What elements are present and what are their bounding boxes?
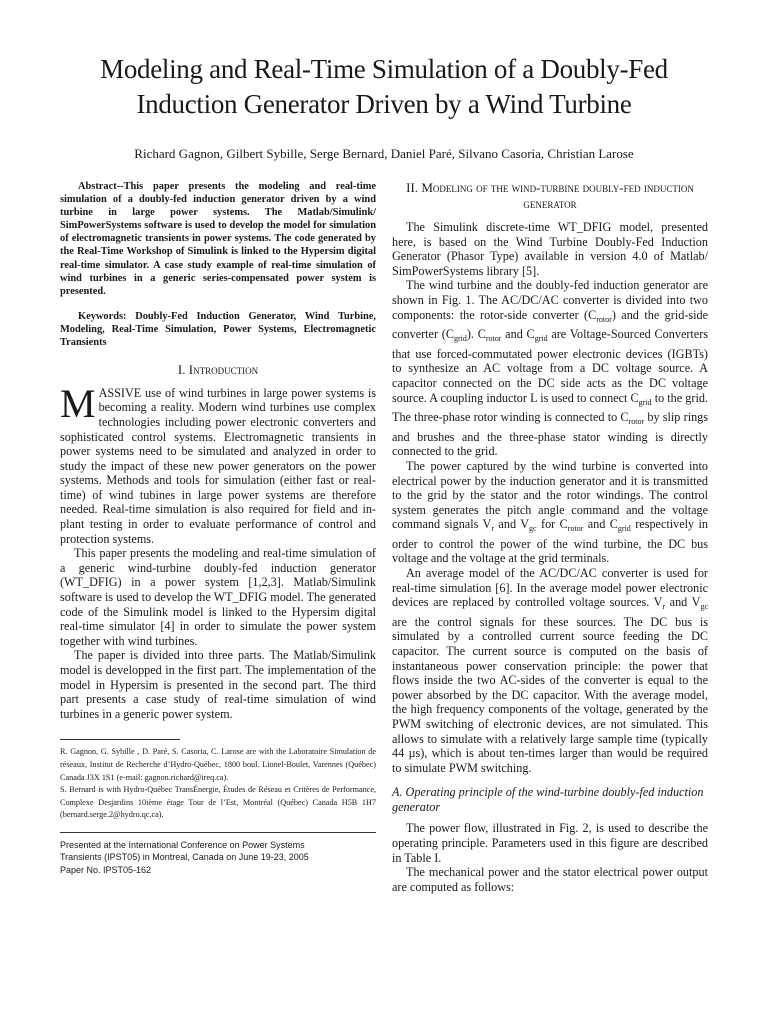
author-list: Richard Gagnon, Gilbert Sybille, Serge Bernard, Daniel Paré, Silvano Casoria, Christian Larose [134,146,634,161]
section-1-number: I. [177,362,189,378]
subscript: r [662,602,666,612]
conference-note-line-1: Presented at the International Conference on Power Systems [60,839,305,850]
section-2-paragraph-4 [392,566,708,775]
conference-note-line-3: Paper No. IPST05-162 [60,864,152,875]
subscript: grid [638,397,652,407]
title-line-1: Modeling and Real-Time Simulation of a Doubly-Fed [100,54,668,84]
subscript: rotor [485,334,502,344]
abstract: Abstract--This paper presents the modeling and real-time simulation of a doubly-fed induction generator driven by a wind turbine in large power systems. The Matlab/Simulink/ SimPowerSystems software is used to develop the model for simulation of electromagnetic transients in power systems. The code generated by the Real-Time Workshop of Simulink is linked to the Hypersim digital real-time simulator. A case study example of real-time simulation of wind turbines in a generic series-compensated power system is presented. [60,181,376,297]
text-run: ) and the grid-side converter (C [392,307,708,342]
subscript: r [491,524,495,534]
subscript: rotor [628,417,645,427]
section-2-paragraph-1: The Simulink discrete-time WT_DFIG model, presented here, is based on the Wind Turbine Doubly-Fed Induction Generator (Phasor Type) available in version 4.0 of Matlab/ SimPowerSystems library [5]. [392,220,708,278]
subscript: gc [529,524,537,534]
text-run: for C [536,517,568,532]
conference-note-line-2: Transients (IPST05) in Montreal, Canada on June 19-23, 2005 [60,852,309,863]
intro-paragraph-1-text: ASSIVE use of wind turbines in large power systems is becoming a reality. Modern wind turbines use complex technologies including power electronic converters and sophisticated control systems. Electromagnetic transients in power systems need to be simulated and analyzed in order to study the impact of these new power generators on the power systems. Methods and tools for simulation (either fast or real-time) of wind tubines in large power systems are therefore needed. Real-time simulation is also required for field and in-plant testing in order to evaluate performance of control and protection systems. [60,385,376,546]
subscript: grid [534,334,548,344]
text-run: An average model of the AC/DC/AC converter is used for real-time simulation [6]. In the average model power electronic devices are replaced by controlled voltage sources. V [392,566,708,610]
text-run: and V [665,595,701,610]
text-run: are the control signals for these sources. The DC bus is simulated by a controlled current source feeding the DC capacitor. The current source is computed on the basis of instantaneous power conservation principle: the power that flows inside the two AC-sides of the converter is equal to the power absorbed by the DC capacitor. With the average model, the high frequency components of the voltage, generated by the PWM switching of electronic devices, are not simulated. This allows to simulate with a relatively large sample time (typically 44 µs), which is about ten-times larger than would be required to simulate PWM switching. [392,614,708,775]
conference-note [60,839,376,877]
text-run: The power captured by the wind turbine is converted into electrical power by the induction generator and it is transmitted to the grid by the stator and the rotor windings. The control system generates the pitch angle command and the voltage command signals V [392,458,708,532]
conference-divider [60,832,376,833]
text-run: by slip rings and brushes and the three-phase stator winding is directly connected to the grid. [392,410,709,459]
left-column [60,180,376,876]
section-2-title-line-1: Modeling of the wind-turbine doubly-fed induction [421,180,694,195]
section-2-paragraph-3 [392,459,708,566]
subscript: rotor [596,314,612,324]
subscript: rotor [567,524,584,534]
text-run: are Voltage-Sourced Converters that use forced-commutated power electronic devices (IGBTs) to synthesize an AC voltage from a DC voltage source. A capacitor connected on the DC side acts as the DC voltage source. A coupling inductor L is used to connect C [392,327,709,405]
right-column [392,180,708,894]
subscript: grid [453,334,467,344]
text-run: and C [583,517,618,532]
subscript: grid [617,524,631,534]
text-run: and C [501,327,535,342]
subsection-a-heading: A. Operating principle of the wind-turbine doubly-fed induction generator [392,785,704,815]
subsection-a-paragraph-1: The power flow, illustrated in Fig. 2, is used to describe the operating principle. Parameters used in this figure are described in Table I. [392,821,708,865]
keywords: Keywords: Doubly-Fed Induction Generator, Wind Turbine, Modeling, Real-Time Simulation, Power Systems, Electromagnetic Transients [60,310,376,349]
paper-title [30,52,738,122]
section-1-heading [60,363,376,378]
section-2-number: II. [406,180,422,195]
drop-cap: M [60,380,96,426]
text-run: respectively in order to control the power of the wind turbine, the DC bus voltage and the voltage at the grid terminals. [392,517,709,566]
section-2-heading [392,180,708,212]
footnote-affiliation-2: S. Bernard is with Hydro-Québec TransÉnergie, Études de Réseau et Critères de Performance, Complexe Desjardins 10ième étage Tour de l’Est, Montréal (Québec) Canada H5B 1H7 (bernard.serge.2@hydro.qc.ca). [60,785,376,820]
text-run: and V [494,517,530,532]
intro-paragraph-3: The paper is divided into three parts. The Matlab/Simulink model is developped in the first part. The implementation of the model in Hypersim is presented in the second part. The third part presents a case study of real-time simulation of wind turbines in a generic power system. [60,648,376,721]
subscript: gc [700,602,708,612]
subsection-a-paragraph-2: The mechanical power and the stator electrical power output are computed as follows: [392,865,708,894]
section-2-paragraph-2 [392,278,708,459]
intro-paragraph-2: This paper presents the modeling and real-time simulation of a generic wind-turbine doubly-fed induction generator (WT_DFIG) in a power system [1,2,3]. Matlab/Simulink software is used to develop the WT_DFIG model. The generated code of the Simulink model is linked to the Hypersim digital real-time simulator [4] in order to simulate the power system together with wind turbines. [60,546,376,648]
text-run: The wind turbine and the doubly-fed induction generator are shown in Fig. 1. The AC/DC/AC converter is divided into two components: the rotor-side converter (C [392,278,708,322]
section-2-title-line-2: generator [523,196,577,211]
text-run: ). C [466,327,486,342]
text-run: to the grid. The three-phase rotor winding is connected to C [392,390,708,425]
footnote-divider [60,739,180,740]
footnote-affiliation-1: R. Gagnon, G. Sybille , D. Paré, S. Casoria, C. Larose are with the Laboratoire Simulation de réseaux, Institut de Recherche d’Hydro-Québec, 1800 boul. Lionel-Boulet, Varennes (Québec) Canada J3X 1S1 (e-mail: gagnon.richard@ireq.ca). [60,747,376,782]
intro-paragraph-1 [60,380,376,547]
title-line-2: Induction Generator Driven by a Wind Turbine [136,89,632,119]
section-1-title: Introduction [188,362,259,378]
